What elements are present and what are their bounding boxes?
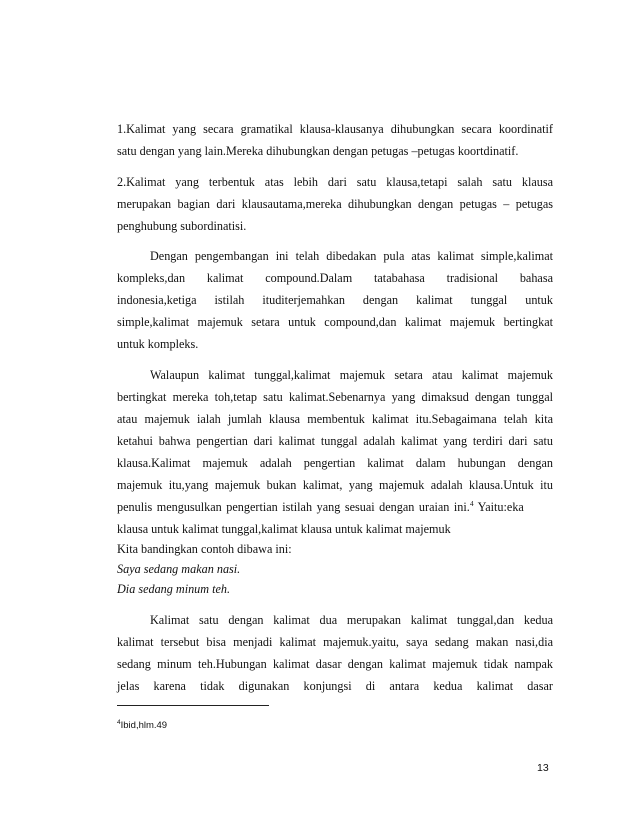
body-line — [117, 499, 553, 515]
footnote-reference[interactable]: 4 — [469, 498, 474, 508]
body-line: satu dengan yang lain.Mereka dihubungkan dengan petugas –petugas koortdinatif. — [117, 144, 519, 158]
body-text: Yaitu:eka — [473, 500, 524, 514]
body-line: 1.Kalimat yang secara gramatikal klausa-klausanya dihubungkan secara koordinatif — [117, 122, 553, 136]
example-sentence: Dia sedang minum teh. — [117, 582, 231, 596]
body-line: ketahui bahwa pengertian dari kalimat tunggal adalah kalimat yang terdiri dari satu — [117, 434, 553, 448]
body-line: simple,kalimat majemuk setara untuk compound,dan kalimat majemuk bertingkat — [117, 315, 553, 329]
example-sentence: Saya sedang makan nasi. — [117, 562, 241, 576]
body-line: Walaupun kalimat tunggal,kalimat majemuk setara atau kalimat majemuk — [150, 368, 553, 382]
body-text: penulis mengusulkan pengertian istilah yang sesuai dengan uraian ini. — [117, 500, 470, 514]
footnote-text: Ibid,hlm.49 — [120, 720, 168, 731]
body-line: majemuk itu,yang majemuk bukan kalimat, yang majemuk adalah klausa.Untuk itu — [117, 478, 553, 492]
body-line: untuk kompleks. — [117, 337, 199, 351]
body-line: Dengan pengembangan ini telah dibedakan pula atas kalimat simple,kalimat — [150, 249, 553, 263]
body-line: Kita bandingkan contoh dibawa ini: — [117, 542, 292, 556]
body-line: penghubung subordinatisi. — [117, 219, 247, 233]
footnote-separator — [117, 705, 269, 706]
body-line: merupakan bagian dari klausautama,mereka dihubungkan dengan petugas – petugas — [117, 197, 553, 211]
footnote — [117, 720, 167, 732]
footnote-number: 4 — [117, 718, 121, 726]
body-line: 2.Kalimat yang terbentuk atas lebih dari satu klausa,tetapi salah satu klausa — [117, 175, 553, 189]
body-line: klausa.Kalimat majemuk adalah pengertian kalimat dalam hubungan dengan — [117, 456, 553, 470]
body-line: sedang minum teh.Hubungan kalimat dasar dengan kalimat majemuk tidak nampak — [117, 657, 553, 671]
body-line: kalimat tersebut bisa menjadi kalimat majemuk.yaitu, saya sedang makan nasi,dia — [117, 635, 553, 649]
body-line: kompleks,dan kalimat compound.Dalam tatabahasa tradisional bahasa — [117, 271, 553, 285]
body-line: indonesia,ketiga istilah ituditerjemahkan dengan kalimat tunggal untuk — [117, 293, 553, 307]
body-line: klausa untuk kalimat tunggal,kalimat klausa untuk kalimat majemuk — [117, 522, 451, 536]
body-line: bertingkat mereka toh,tetap satu kalimat.Sebenarnya yang dimaksud dengan tunggal — [117, 390, 553, 404]
body-line: Kalimat satu dengan kalimat dua merupakan kalimat tunggal,dan kedua — [150, 613, 553, 627]
body-line: jelas karena tidak digunakan konjungsi di antara kedua kalimat dasar — [117, 679, 553, 693]
page-number: 13 — [537, 762, 549, 774]
body-line: atau majemuk ialah jumlah klausa membentuk kalimat itu.Sebagaimana telah kita — [117, 412, 553, 426]
